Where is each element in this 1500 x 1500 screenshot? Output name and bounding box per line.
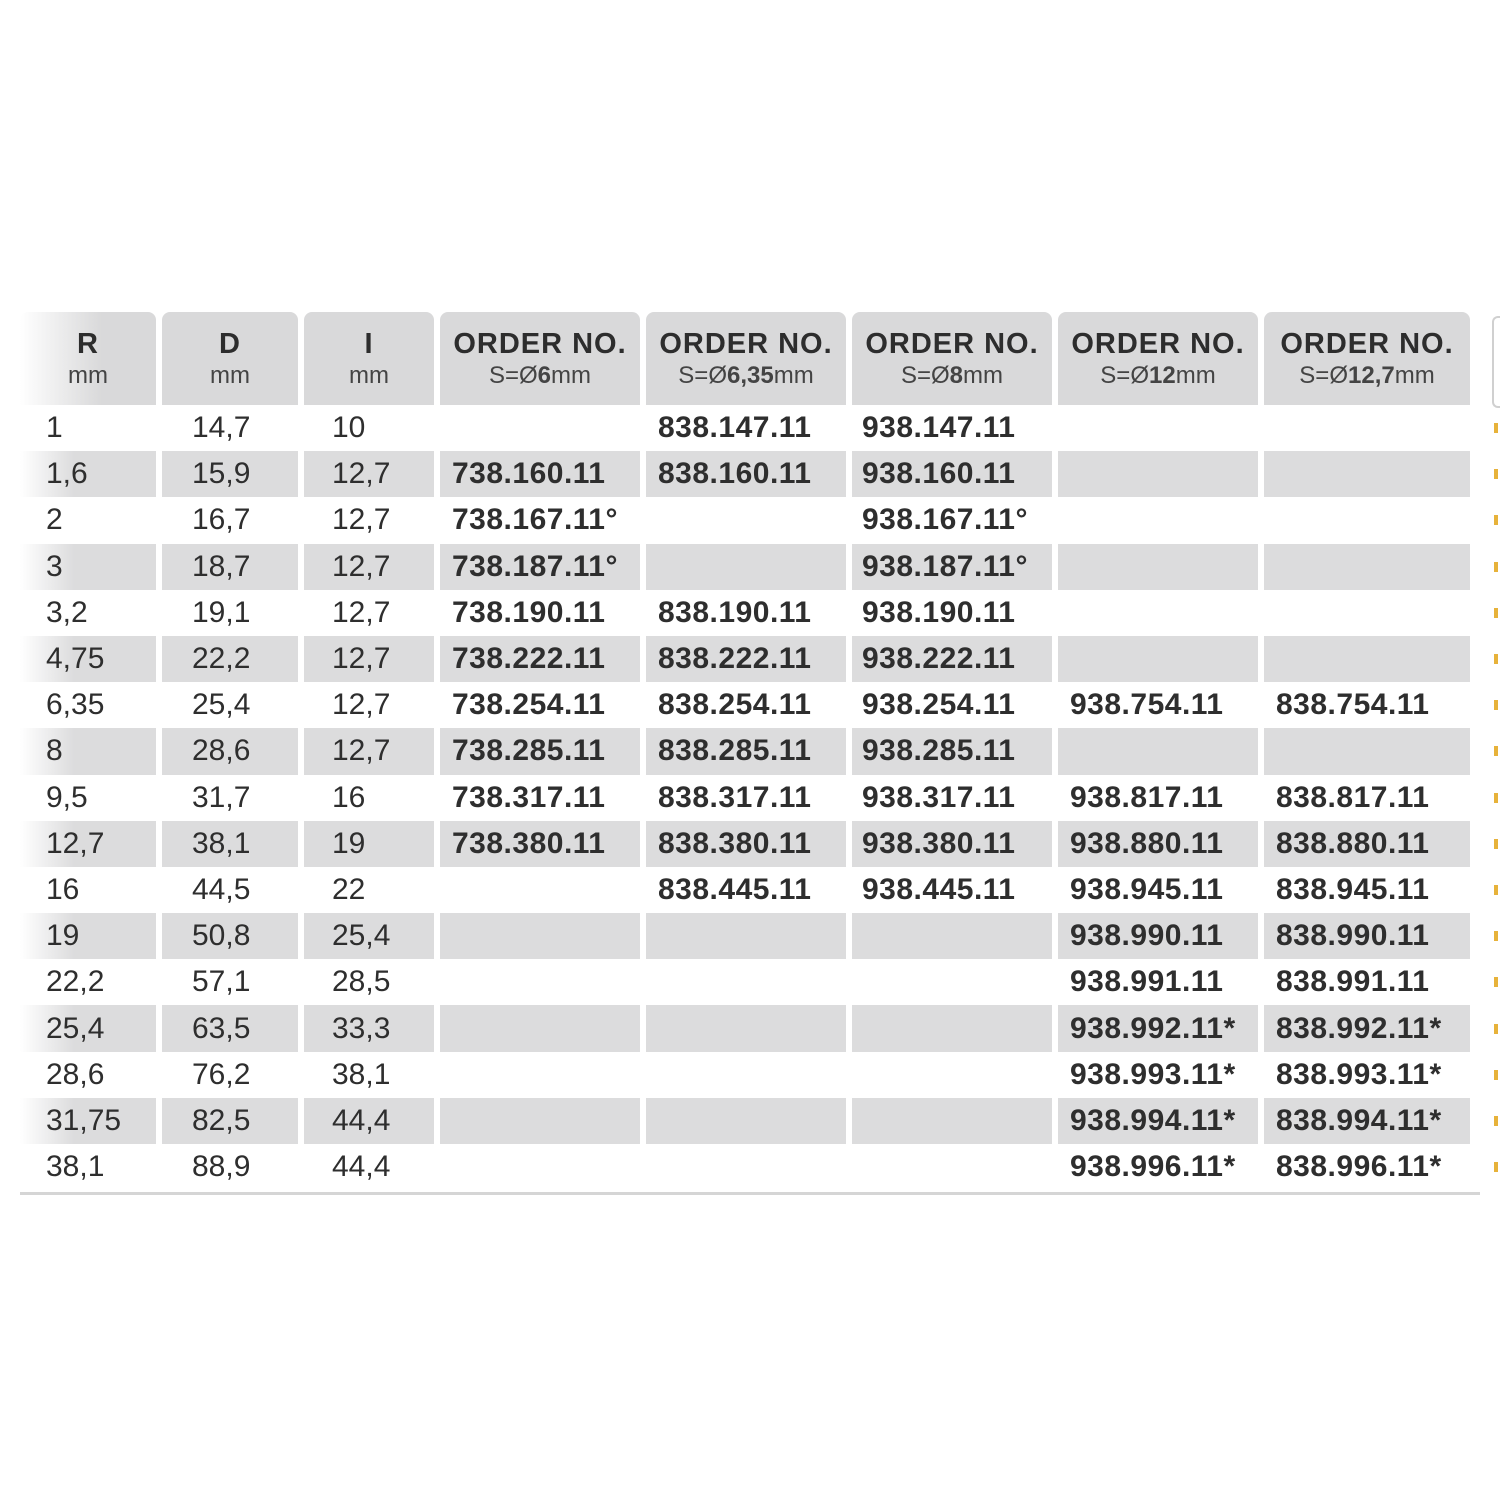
order-number-cell [1264, 405, 1470, 451]
order-number-cell: 938.317.11 [862, 780, 1016, 814]
order-number-cell: 938.754.11 [1070, 688, 1224, 722]
header-d [162, 312, 298, 405]
order-number-cell [440, 1144, 640, 1190]
dimension-cell: 44,4 [304, 1098, 434, 1144]
order-number-cell: 838.990.11 [1264, 913, 1470, 959]
dimension-cell: 12,7 [304, 728, 434, 774]
edge-accent-mark [1494, 931, 1498, 941]
order-number-cell: 838.190.11 [658, 595, 812, 629]
order-number-cell: 838.160.11 [646, 451, 846, 497]
dimension-cell: 12,7 [332, 503, 391, 537]
dimension-cell: 31,7 [192, 780, 251, 814]
order-number-cell: 938.945.11 [1070, 872, 1224, 906]
header-shank-size: S=Ø6,35mm [678, 361, 814, 389]
order-number-cell [646, 913, 846, 959]
order-number-cell [1058, 451, 1258, 497]
order-number-cell: 838.996.11* [1276, 1150, 1442, 1184]
dimension-cell: 63,5 [162, 1005, 298, 1051]
dimension-cell: 31,75 [20, 1098, 156, 1144]
edge-accent-mark [1494, 469, 1498, 479]
header-shank-size: S=Ø12,7mm [1299, 361, 1435, 389]
dimension-cell: 12,7 [304, 636, 434, 682]
edge-accent-mark [1494, 1162, 1498, 1172]
header-order-12-7mm [1264, 312, 1470, 405]
dimension-cell: 1 [46, 411, 63, 445]
edge-accent-mark [1494, 654, 1498, 664]
order-number-cell: 938.990.11 [1058, 913, 1258, 959]
edge-accent-mark [1494, 423, 1498, 433]
dimension-cell: 15,9 [162, 451, 298, 497]
dimension-cell: 8 [20, 728, 156, 774]
header-i-unit: mm [349, 361, 389, 389]
order-number-cell [1264, 590, 1470, 636]
order-number-cell [1264, 636, 1470, 682]
order-number-cell: 938.993.11* [1070, 1057, 1236, 1091]
header-i [304, 312, 434, 405]
edge-accent-mark [1494, 515, 1498, 525]
table-row [20, 1144, 1500, 1190]
dimension-cell: 57,1 [192, 965, 251, 999]
order-number-cell: 938.285.11 [852, 728, 1052, 774]
order-number-cell: 938.445.11 [862, 872, 1016, 906]
order-number-cell [646, 1098, 846, 1144]
dimension-cell: 9,5 [46, 780, 88, 814]
dimension-cell: 25,4 [192, 688, 251, 722]
table-row [20, 728, 1500, 774]
order-number-cell: 838.285.11 [646, 728, 846, 774]
header-r [20, 312, 156, 405]
order-number-cell [646, 1144, 846, 1190]
order-number-cell [440, 1052, 640, 1098]
header-order-8mm [852, 312, 1052, 405]
edge-accent-mark [1494, 746, 1498, 756]
dimension-cell: 12,7 [304, 544, 434, 590]
dimension-cell: 12,7 [332, 688, 391, 722]
order-number-cell [440, 867, 640, 913]
order-number-cell [852, 1005, 1052, 1051]
dimension-cell: 44,4 [332, 1150, 391, 1184]
header-shank-size: S=Ø12mm [1100, 361, 1216, 389]
table-row [20, 1098, 1500, 1144]
dimension-cell: 16,7 [192, 503, 251, 537]
header-order-label: ORDER NO. [659, 327, 833, 360]
dimension-cell: 28,6 [162, 728, 298, 774]
dimension-cell: 16 [46, 872, 80, 906]
dimension-cell: 76,2 [192, 1057, 251, 1091]
order-number-cell: 938.992.11* [1058, 1005, 1258, 1051]
table-body [20, 405, 1500, 1190]
table-row [20, 497, 1500, 543]
order-number-cell [1264, 451, 1470, 497]
order-number-cell: 838.991.11 [1276, 965, 1430, 999]
header-order-label: ORDER NO. [453, 327, 627, 360]
header-r-unit: mm [68, 361, 108, 389]
order-number-cell: 738.285.11 [440, 728, 640, 774]
order-number-cell: 838.993.11* [1276, 1057, 1442, 1091]
dimension-cell: 12,7 [20, 821, 156, 867]
order-number-cell: 738.254.11 [452, 688, 606, 722]
order-number-cell: 838.147.11 [658, 411, 812, 445]
order-number-cell [1264, 728, 1470, 774]
edge-accent-mark [1494, 977, 1498, 987]
order-number-cell: 938.817.11 [1070, 780, 1224, 814]
order-number-cell: 838.222.11 [646, 636, 846, 682]
header-d-label: D [219, 327, 241, 360]
edge-accent-mark [1494, 839, 1498, 849]
order-number-cell: 838.754.11 [1276, 688, 1430, 722]
dimension-cell: 12,7 [332, 595, 391, 629]
order-number-cell [852, 1098, 1052, 1144]
order-number-cell: 838.254.11 [658, 688, 812, 722]
order-number-cell: 838.817.11 [1276, 780, 1430, 814]
order-number-cell: 738.190.11 [452, 595, 606, 629]
header-i-label: I [364, 327, 374, 360]
dimension-cell: 1,6 [20, 451, 156, 497]
dimension-cell: 3 [20, 544, 156, 590]
dimension-cell: 3,2 [46, 595, 88, 629]
dimension-cell: 22,2 [162, 636, 298, 682]
order-number-cell [852, 913, 1052, 959]
dimension-cell: 82,5 [162, 1098, 298, 1144]
order-number-cell [440, 1098, 640, 1144]
order-number-cell [440, 1005, 640, 1051]
order-number-cell: 938.190.11 [862, 595, 1016, 629]
order-number-cell: 938.167.11° [862, 503, 1028, 537]
table-row [20, 913, 1500, 959]
order-number-cell: 938.994.11* [1058, 1098, 1258, 1144]
header-order-6mm [440, 312, 640, 405]
dimension-cell: 19 [304, 821, 434, 867]
dimension-cell: 10 [332, 411, 366, 445]
dimension-cell: 38,1 [332, 1057, 391, 1091]
dimension-cell: 25,4 [20, 1005, 156, 1051]
order-number-cell [646, 544, 846, 590]
edge-accent-mark [1494, 700, 1498, 710]
order-number-cell: 938.996.11* [1070, 1150, 1236, 1184]
table-row [20, 959, 1500, 1005]
order-table [20, 312, 1500, 1195]
header-order-label: ORDER NO. [865, 327, 1039, 360]
dimension-cell: 50,8 [162, 913, 298, 959]
order-number-cell [852, 1144, 1052, 1190]
dimension-cell: 19 [20, 913, 156, 959]
table-row [20, 405, 1500, 451]
dimension-cell: 12,7 [304, 451, 434, 497]
order-number-cell: 938.380.11 [852, 821, 1052, 867]
order-number-cell [852, 1052, 1052, 1098]
header-order-label: ORDER NO. [1071, 327, 1245, 360]
dimension-cell: 88,9 [192, 1150, 251, 1184]
order-number-cell [646, 1005, 846, 1051]
dimension-cell: 19,1 [192, 595, 251, 629]
dimension-cell: 22,2 [46, 965, 105, 999]
dimension-cell: 14,7 [192, 411, 251, 445]
dimension-cell: 44,5 [192, 872, 251, 906]
order-number-cell: 738.167.11° [452, 503, 618, 537]
dimension-cell: 38,1 [162, 821, 298, 867]
order-number-cell: 838.380.11 [646, 821, 846, 867]
header-r-label: R [77, 327, 99, 360]
order-number-cell: 938.254.11 [862, 688, 1016, 722]
table-row [20, 636, 1500, 682]
order-number-cell [1058, 728, 1258, 774]
table-row [20, 821, 1500, 867]
order-number-cell [1264, 544, 1470, 590]
order-number-cell: 738.380.11 [440, 821, 640, 867]
order-number-cell [1264, 497, 1470, 543]
header-order-12mm [1058, 312, 1258, 405]
order-number-cell: 938.991.11 [1070, 965, 1224, 999]
order-number-cell [646, 497, 846, 543]
order-number-cell [646, 959, 846, 1005]
table-row [20, 682, 1500, 728]
table-header-row [20, 312, 1500, 405]
edge-accent-mark [1494, 885, 1498, 895]
dimension-cell: 33,3 [304, 1005, 434, 1051]
edge-accent-mark [1494, 608, 1498, 618]
header-shank-size: S=Ø6mm [488, 361, 592, 389]
header-d-unit: mm [210, 361, 250, 389]
order-number-cell: 738.222.11 [440, 636, 640, 682]
dimension-cell: 16 [332, 780, 366, 814]
order-number-cell [440, 959, 640, 1005]
table-row [20, 544, 1500, 590]
order-number-cell [1058, 544, 1258, 590]
order-number-cell [1058, 590, 1258, 636]
order-number-cell: 738.160.11 [440, 451, 640, 497]
order-number-cell: 938.187.11° [852, 544, 1052, 590]
dimension-cell: 6,35 [46, 688, 105, 722]
table-row [20, 775, 1500, 821]
next-table-header-edge [1492, 316, 1500, 408]
dimension-cell: 25,4 [304, 913, 434, 959]
edge-accent-mark [1494, 1070, 1498, 1080]
order-number-cell: 838.317.11 [658, 780, 812, 814]
order-number-cell [1058, 636, 1258, 682]
order-number-cell [646, 1052, 846, 1098]
dimension-cell: 4,75 [20, 636, 156, 682]
order-number-cell: 838.445.11 [658, 872, 812, 906]
next-table-edge [1490, 312, 1500, 1192]
order-number-cell: 838.880.11 [1264, 821, 1470, 867]
table-row [20, 451, 1500, 497]
dimension-cell: 22 [332, 872, 366, 906]
order-number-cell: 938.880.11 [1058, 821, 1258, 867]
order-number-cell [1058, 497, 1258, 543]
edge-accent-mark [1494, 1024, 1498, 1034]
dimension-cell: 18,7 [162, 544, 298, 590]
header-order-6-35mm [646, 312, 846, 405]
header-order-label: ORDER NO. [1280, 327, 1454, 360]
order-number-cell: 838.945.11 [1276, 872, 1430, 906]
edge-accent-mark [1494, 562, 1498, 572]
order-number-cell: 938.222.11 [852, 636, 1052, 682]
edge-accent-mark [1494, 1116, 1498, 1126]
header-shank-size: S=Ø8mm [900, 361, 1004, 389]
table-bottom-rule [20, 1192, 1480, 1195]
table-row [20, 867, 1500, 913]
order-number-cell: 938.147.11 [862, 411, 1016, 445]
order-number-cell: 738.317.11 [452, 780, 606, 814]
dimension-cell: 38,1 [46, 1150, 105, 1184]
order-number-cell: 738.187.11° [440, 544, 640, 590]
edge-accent-mark [1494, 793, 1498, 803]
dimension-cell: 28,5 [332, 965, 391, 999]
table-row [20, 1005, 1500, 1051]
order-number-cell [852, 959, 1052, 1005]
dimension-cell: 28,6 [46, 1057, 105, 1091]
table-row [20, 1052, 1500, 1098]
table-row [20, 590, 1500, 636]
order-number-cell [1058, 405, 1258, 451]
order-number-cell [440, 405, 640, 451]
dimension-cell: 2 [46, 503, 63, 537]
order-number-cell [440, 913, 640, 959]
order-number-cell: 838.992.11* [1264, 1005, 1470, 1051]
order-number-cell: 938.160.11 [852, 451, 1052, 497]
order-number-cell: 838.994.11* [1264, 1098, 1470, 1144]
